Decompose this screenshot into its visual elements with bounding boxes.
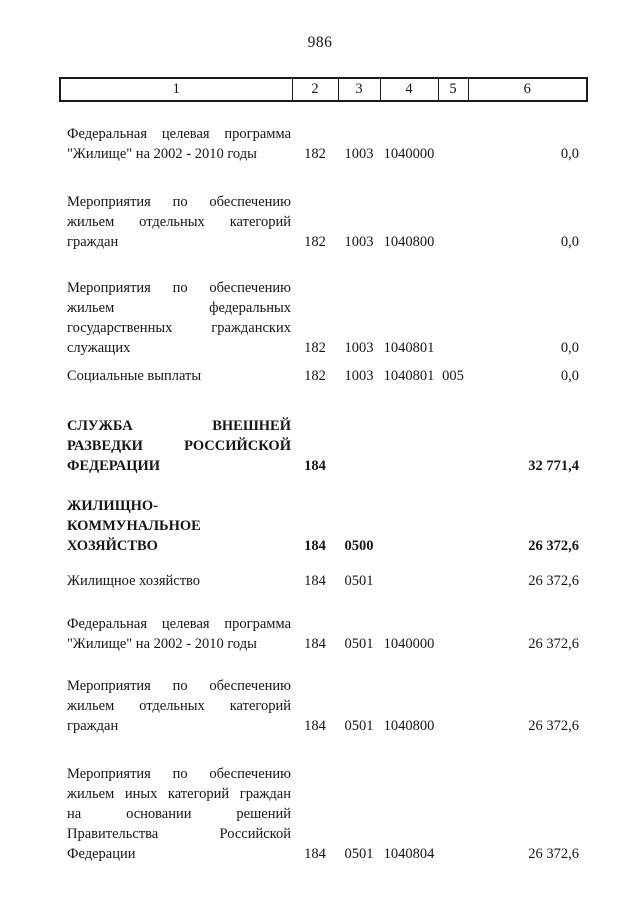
label-line: жильем отдельных категорий [67, 698, 291, 714]
header-col-6: 6 [468, 78, 587, 101]
expense-type-code [438, 101, 468, 164]
target-article-code: 1040801 [383, 340, 435, 356]
label-line: КОММУНАЛЬНОЕ [67, 518, 201, 534]
ministry-code: 184 [304, 636, 326, 652]
label-line: жильем федеральных [67, 300, 291, 316]
label-line: Федеральная целевая программа [67, 616, 291, 632]
ministry-code: 184 [304, 718, 326, 734]
label-line: Мероприятия по обеспечению [67, 280, 291, 296]
target-article-code: 1040000 [383, 146, 435, 162]
table-row [60, 101, 587, 164]
amount-value: 26 372,6 [528, 573, 579, 589]
label-line: "Жилище" на 2002 - 2010 годы [67, 146, 257, 162]
table-header [60, 78, 587, 101]
expense-type-code [438, 591, 468, 654]
ministry-code: 182 [304, 146, 326, 162]
label-line: жильем отдельных категорий [67, 214, 291, 230]
label-line: ЖИЛИЩНО- [67, 498, 159, 514]
ministry-code: 182 [304, 234, 326, 250]
row-label [60, 556, 292, 591]
amount-value: 32 771,4 [528, 458, 579, 474]
target-article-code [380, 476, 438, 556]
table-row [60, 591, 587, 654]
section-code: 0500 [344, 538, 374, 554]
label-line: граждан [67, 718, 119, 734]
section-code: 0501 [344, 573, 374, 589]
table-row [60, 654, 587, 736]
section-code [338, 386, 380, 476]
section-code: 1003 [344, 368, 374, 384]
header-col-5: 5 [438, 78, 468, 101]
ministry-code: 184 [304, 458, 326, 474]
row-label [60, 252, 292, 358]
page-number: 986 [307, 34, 333, 51]
label-line: ФЕДЕРАЦИИ [67, 458, 161, 474]
section-code: 1003 [344, 234, 374, 250]
section-code: 0501 [344, 718, 374, 734]
label-line: Мероприятия по обеспечению [67, 194, 291, 210]
table-row [60, 476, 587, 556]
table-row [60, 556, 587, 591]
amount-value: 0,0 [560, 146, 579, 162]
header-col-1: 1 [60, 78, 292, 101]
label-line: "Жилище" на 2002 - 2010 годы [67, 636, 257, 652]
label-line: Мероприятия по обеспечению [67, 766, 291, 782]
label-line: Социальные выплаты [67, 368, 202, 384]
label-line: на основании решений [67, 806, 291, 822]
row-label [60, 476, 292, 556]
expense-type-code [438, 736, 468, 864]
amount-value: 26 372,6 [528, 538, 579, 554]
section-code: 1003 [344, 146, 374, 162]
target-article-code: 1040801 [383, 368, 435, 384]
header-col-3: 3 [338, 78, 380, 101]
expense-type-code [438, 476, 468, 556]
label-line: жильем иных категорий граждан [67, 786, 291, 802]
row-label [60, 101, 292, 164]
row-label [60, 591, 292, 654]
row-label [60, 164, 292, 252]
target-article-code: 1040800 [383, 234, 435, 250]
table-row [60, 358, 587, 386]
expense-type-code [438, 556, 468, 591]
table-row [60, 736, 587, 864]
expense-type-code [438, 164, 468, 252]
table-header-row [60, 78, 587, 101]
table-body [60, 101, 587, 864]
amount-value: 0,0 [560, 368, 579, 384]
amount-value: 0,0 [560, 234, 579, 250]
table-row [60, 386, 587, 476]
section-code: 1003 [344, 340, 374, 356]
target-article-code: 1040800 [383, 718, 435, 734]
ministry-code: 184 [304, 846, 326, 862]
target-article-code [380, 386, 438, 476]
row-label [60, 358, 292, 386]
label-line: служащих [67, 340, 131, 356]
row-label [60, 386, 292, 476]
amount-value: 0,0 [560, 340, 579, 356]
amount-value: 26 372,6 [528, 846, 579, 862]
amount-value: 26 372,6 [528, 718, 579, 734]
ministry-code: 184 [304, 573, 326, 589]
section-code: 0501 [344, 846, 374, 862]
table-row [60, 164, 587, 252]
label-line: государственных гражданских [67, 320, 291, 336]
expense-type-code: 005 [442, 368, 464, 384]
expense-type-code [438, 252, 468, 358]
ministry-code: 184 [304, 538, 326, 554]
label-line: Правительства Российской [67, 826, 291, 842]
section-code: 0501 [344, 636, 374, 652]
table-row [60, 252, 587, 358]
header-col-2: 2 [292, 78, 338, 101]
label-line: Мероприятия по обеспечению [67, 678, 291, 694]
target-article-code: 1040000 [383, 636, 435, 652]
target-article-code: 1040804 [383, 846, 435, 862]
budget-table [59, 77, 588, 864]
label-line: Федерации [67, 846, 136, 862]
ministry-code: 182 [304, 368, 326, 384]
label-line: граждан [67, 234, 119, 250]
row-label [60, 654, 292, 736]
ministry-code: 182 [304, 340, 326, 356]
expense-type-code [438, 654, 468, 736]
row-label [60, 736, 292, 864]
label-line: СЛУЖБА ВНЕШНЕЙ [67, 418, 291, 434]
label-line: РАЗВЕДКИ РОССИЙСКОЙ [67, 438, 291, 454]
target-article-code [380, 556, 438, 591]
label-line: ХОЗЯЙСТВО [67, 538, 158, 554]
label-line: Жилищное хозяйство [67, 573, 201, 589]
amount-value: 26 372,6 [528, 636, 579, 652]
expense-type-code [438, 386, 468, 476]
label-line: Федеральная целевая программа [67, 126, 291, 142]
header-col-4: 4 [380, 78, 438, 101]
